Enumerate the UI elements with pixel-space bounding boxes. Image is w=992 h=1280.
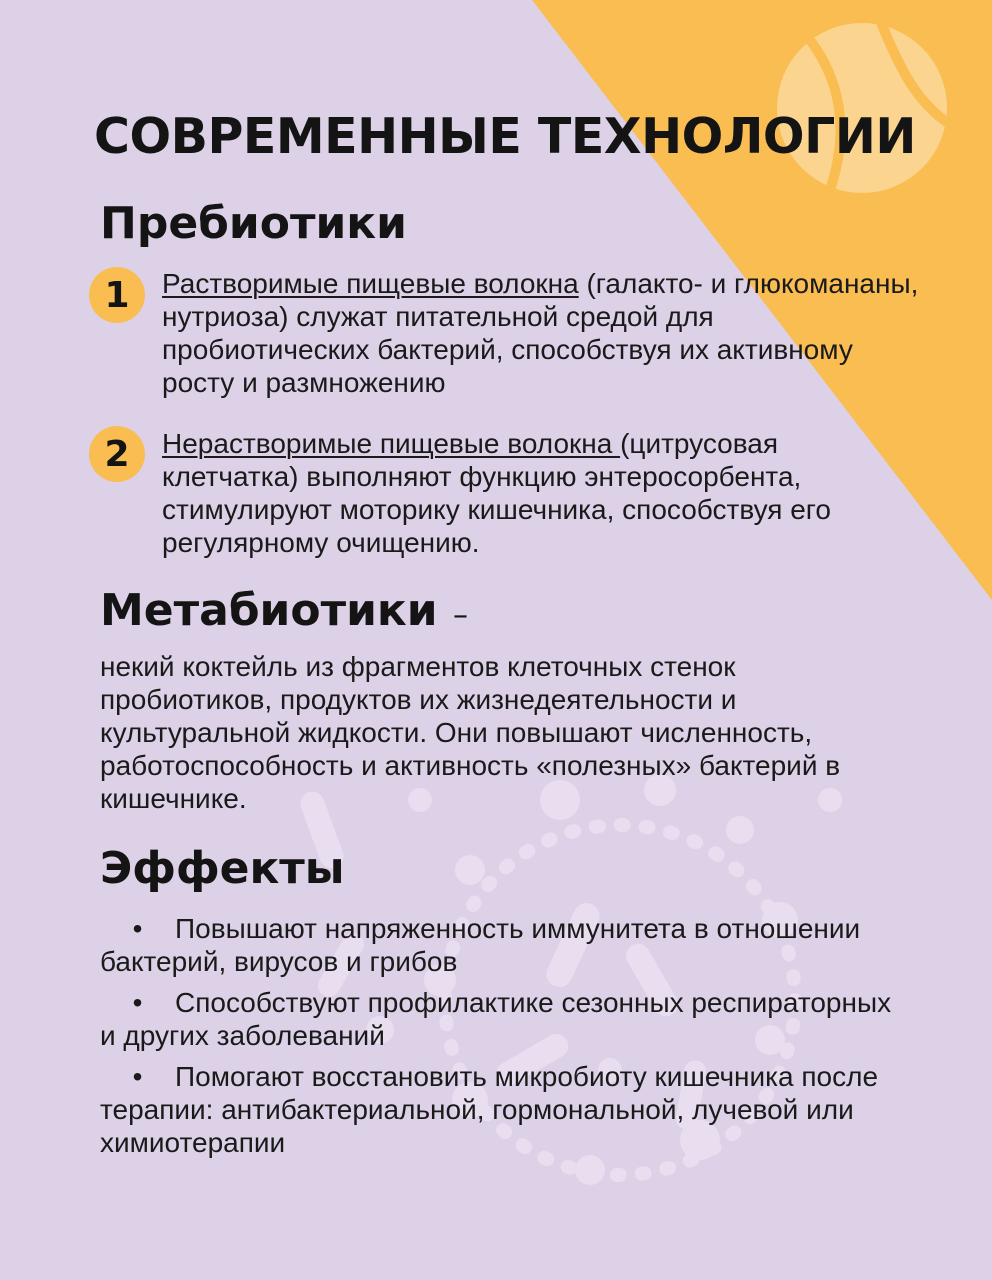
heading-dash: – xyxy=(452,598,468,633)
prebiotic-term-2: Нерастворимые пищевые волокна xyxy=(162,428,621,459)
prebiotic-item-1 xyxy=(162,267,922,399)
bullet-icon: • xyxy=(132,913,143,944)
number-badge-2: 2 xyxy=(89,426,145,482)
effects-heading: Эффекты xyxy=(100,843,345,894)
list-item xyxy=(100,1060,900,1159)
metabiotics-heading xyxy=(100,585,468,636)
prebiotics-heading: Пребиотики xyxy=(100,198,407,249)
prebiotic-description-2: (цитрусовая клетчатка) выполняют функцию энтеросорбента, стимулируют моторику кишечника, способствуя его регулярному очищению. xyxy=(162,428,831,558)
effect-text: Помогают восстановить микробиоту кишечника после терапии: антибактериальной, гормональной, лучевой или химиотерапии xyxy=(100,1061,879,1158)
page-title: СОВРЕМЕННЫЕ ТЕХНОЛОГИИ xyxy=(94,108,916,165)
prebiotic-item-2 xyxy=(162,427,922,559)
list-item xyxy=(100,912,900,978)
metabiotics-heading-text: Метабиотики xyxy=(100,585,438,636)
bullet-icon: • xyxy=(132,987,143,1018)
bullet-icon: • xyxy=(132,1061,143,1092)
list-item xyxy=(100,986,900,1052)
effect-text: Повышают напряженность иммунитета в отношении бактерий, вирусов и грибов xyxy=(100,913,861,977)
number-badge-1: 1 xyxy=(89,267,145,323)
prebiotic-description-1: (галакто- и глюкомананы, нутриоза) служат питательной средой для пробиотических бактерий, способствуя их активному росту и размножению xyxy=(162,268,919,398)
metabiotics-description: некий коктейль из фрагментов клеточных стенок пробиотиков, продуктов их жизнедеятельности и культуральной жидкости. Они повышают численность, работоспособность и активность «полезных» бактерий в кишечнике. xyxy=(100,651,841,814)
effects-list xyxy=(100,912,900,1167)
effect-text: Способствуют профилактике сезонных респираторных и других заболеваний xyxy=(100,987,892,1051)
prebiotic-term-1: Растворимые пищевые волокна xyxy=(162,268,579,299)
